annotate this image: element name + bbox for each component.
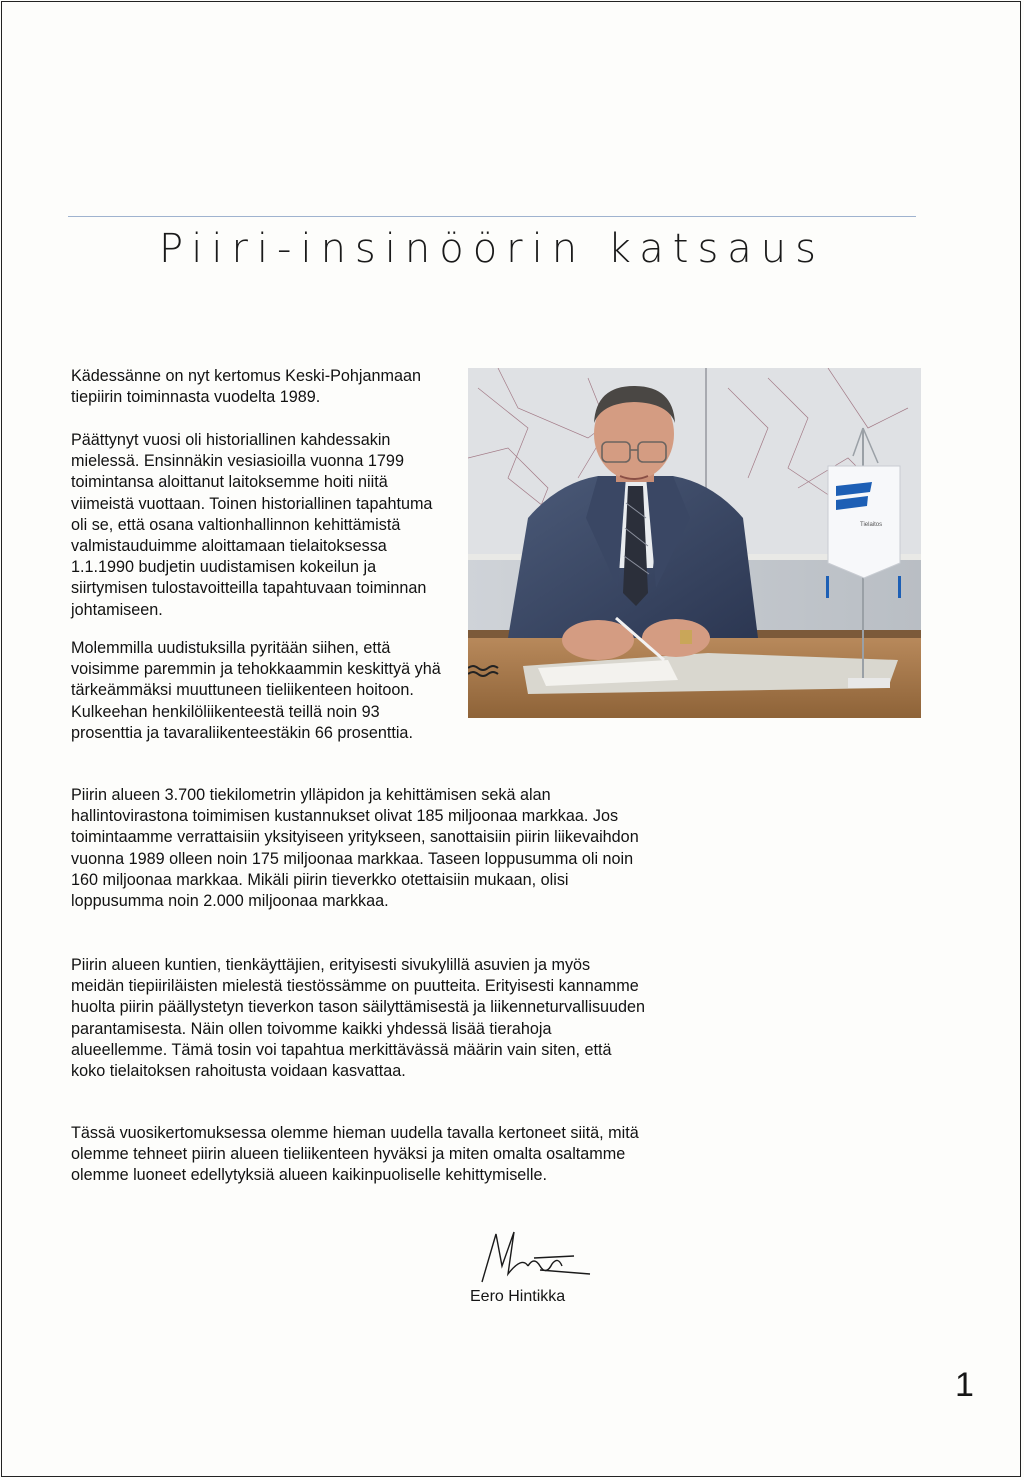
portrait-photo (468, 368, 921, 718)
paragraph-intro (71, 366, 453, 408)
paragraph-history-text: Päättynyt vuosi oli historiallinen kahdessakin mielessä. Ensinnäkin vesiasioilla vuonna 1799 toimintansa aloittanut laitoksemme hoiti niitä viimeistä vuottaan. Toinen historiallinen tapahtuma oli se, että osana valtionhallinnon kehittämistä valmistauduimme aloittamaan tielaitoksessa 1.1.1990 budjetin uudistamisen kokeilun ja siirtymisen tulostavoitteilla tapahtuvaan toiminnan johtamiseen. (71, 431, 433, 619)
paragraph-intro-text: Kädessänne on nyt kertomus Keski-Pohjanmaan tiepiirin toiminnasta vuodelta 1989. (71, 367, 422, 407)
paragraph-reforms-text: Molemmilla uudistuksilla pyritään siihen, että voisimme paremmin ja tehokkaammin keskittyä yhä tärkeämmäksi muuttuneen tieliikenteen hoitoon. Kulkeehan henkilöliikenteestä teillä noin 93 prosenttia ja tavaraliikenteestäkin 66 prosenttia. (71, 639, 441, 742)
paragraph-history (71, 430, 453, 621)
paragraph-concerns-text: Piirin alueen kuntien, tienkäyttäjien, erityisesti sivukylillä asuvien ja myös meidän tiepiiriläisten mielestä tiestössämme on puutteita. Erityisesti kannamme huolta piirin päällystetyn tieverkon tason säilyttämisestä ja liikenneturvallisuuden parantamisesta. Näin ollen toivomme kaikki yhdessä lisää tierahoja alueellemme. Tämä tosin voi tapahtua merkittävässä määrin vain siten, että koko tielaitoksen rahoitusta voidaan kasvattaa. (71, 956, 646, 1081)
paragraph-finances-text: Piirin alueen 3.700 tiekilometrin ylläpidon ja kehittämisen sekä alan hallintovirastona toimimisen kustannukset olivat 185 miljoonaa markkaa. Jos toimintaamme verrattaisiin yksityiseen yritykseen, sanottaisiin piirin liikevaihdon vuonna 1989 olleen noin 175 miljoonaa markkaa. Taseen loppusumma oli noin 160 miljoonaa markkaa. Mikäli piirin tieverkko otettaisiin mukaan, olisi loppusumma noin 2.000 miljoonaa markkaa. (71, 786, 639, 911)
paragraph-closing (71, 1123, 647, 1187)
page-title: Piiri-insinöörin katsaus (159, 226, 825, 272)
title-rule (68, 216, 916, 217)
paragraph-concerns (71, 955, 647, 1082)
handwritten-signature (478, 1226, 598, 1286)
signer-name: Eero Hintikka (470, 1288, 566, 1305)
paragraph-reforms (71, 638, 453, 744)
paragraph-finances (71, 785, 647, 912)
flag-label: Tielaitos (860, 522, 883, 528)
page-number: 1 (955, 1366, 974, 1404)
paragraph-closing-text: Tässä vuosikertomuksessa olemme hieman uudella tavalla kertoneet siitä, mitä olemme tehneet piirin alueen tieliikenteen hyväksi ja miten omalta osaltamme olemme luoneet edellytyksiä alueen kaikinpuoliselle kehittymiselle. (71, 1124, 639, 1185)
